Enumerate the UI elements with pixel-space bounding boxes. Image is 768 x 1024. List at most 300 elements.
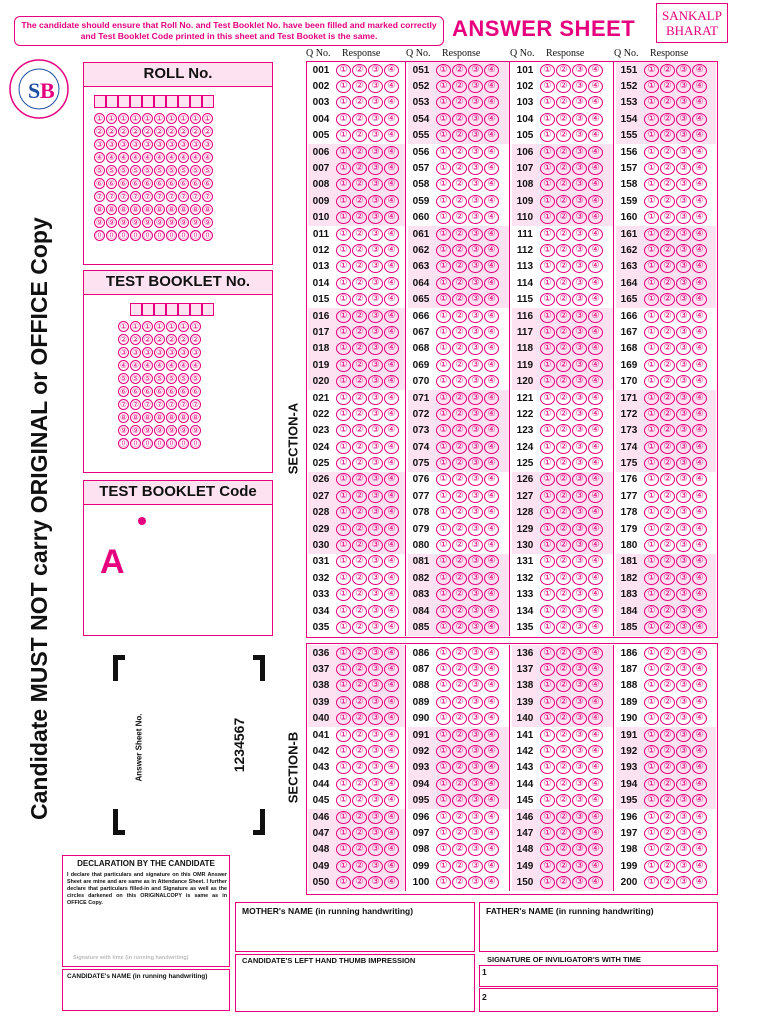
- option-bubble[interactable]: ④: [384, 745, 399, 758]
- option-bubble[interactable]: ③: [468, 80, 483, 93]
- option-bubble[interactable]: ④: [484, 178, 499, 191]
- digit-bubble[interactable]: ③: [203, 140, 212, 149]
- option-bubble[interactable]: ④: [692, 113, 707, 126]
- option-bubble[interactable]: ④: [484, 375, 499, 388]
- option-bubble[interactable]: ③: [468, 375, 483, 388]
- option-bubble[interactable]: ③: [468, 113, 483, 126]
- option-bubble[interactable]: ③: [468, 96, 483, 109]
- option-bubble[interactable]: ②: [660, 392, 675, 405]
- option-bubble[interactable]: ③: [572, 860, 587, 873]
- digit-bubble[interactable]: ⑦: [191, 192, 200, 201]
- digit-bubble[interactable]: ⑦: [107, 192, 116, 201]
- option-bubble[interactable]: ③: [368, 342, 383, 355]
- option-bubble[interactable]: ④: [692, 244, 707, 257]
- option-bubble[interactable]: ④: [692, 277, 707, 290]
- digit-bubble[interactable]: ⑦: [95, 192, 104, 201]
- option-bubble[interactable]: ③: [676, 761, 691, 774]
- option-bubble[interactable]: ④: [384, 605, 399, 618]
- option-bubble[interactable]: ④: [588, 260, 603, 273]
- option-bubble[interactable]: ④: [692, 80, 707, 93]
- option-bubble[interactable]: ③: [572, 778, 587, 791]
- option-bubble[interactable]: ①: [336, 827, 351, 840]
- option-bubble[interactable]: ①: [436, 293, 451, 306]
- option-bubble[interactable]: ②: [452, 663, 467, 676]
- digit-bubble[interactable]: ①: [167, 322, 176, 331]
- option-bubble[interactable]: ②: [352, 539, 367, 552]
- option-bubble[interactable]: ①: [336, 228, 351, 241]
- option-bubble[interactable]: ①: [644, 178, 659, 191]
- option-bubble[interactable]: ③: [572, 761, 587, 774]
- digit-bubble[interactable]: ②: [119, 127, 128, 136]
- option-bubble[interactable]: ④: [484, 860, 499, 873]
- option-bubble[interactable]: ②: [352, 490, 367, 503]
- option-bubble[interactable]: ①: [336, 811, 351, 824]
- digit-bubble[interactable]: ⑦: [167, 192, 176, 201]
- digit-bubble[interactable]: ①: [95, 114, 104, 123]
- option-bubble[interactable]: ②: [660, 113, 675, 126]
- option-bubble[interactable]: ③: [572, 113, 587, 126]
- option-bubble[interactable]: ①: [644, 96, 659, 109]
- digit-bubble[interactable]: ⑤: [119, 374, 128, 383]
- digit-bubble[interactable]: ⑨: [107, 218, 116, 227]
- option-bubble[interactable]: ①: [540, 539, 555, 552]
- option-bubble[interactable]: ①: [540, 375, 555, 388]
- option-bubble[interactable]: ④: [484, 473, 499, 486]
- option-bubble[interactable]: ③: [368, 539, 383, 552]
- option-bubble[interactable]: ④: [692, 293, 707, 306]
- option-bubble[interactable]: ④: [692, 178, 707, 191]
- option-bubble[interactable]: ②: [660, 778, 675, 791]
- option-bubble[interactable]: ②: [660, 310, 675, 323]
- option-bubble[interactable]: ①: [436, 745, 451, 758]
- option-bubble[interactable]: ②: [556, 441, 571, 454]
- option-bubble[interactable]: ③: [468, 860, 483, 873]
- digit-entry-cell[interactable]: [178, 95, 190, 108]
- digit-bubble[interactable]: ①: [119, 114, 128, 123]
- option-bubble[interactable]: ③: [368, 572, 383, 585]
- digit-bubble[interactable]: ②: [179, 335, 188, 344]
- digit-bubble[interactable]: ⓪: [203, 231, 212, 240]
- option-bubble[interactable]: ②: [556, 506, 571, 519]
- option-bubble[interactable]: ①: [644, 647, 659, 660]
- option-bubble[interactable]: ④: [384, 277, 399, 290]
- option-bubble[interactable]: ④: [384, 572, 399, 585]
- option-bubble[interactable]: ②: [556, 392, 571, 405]
- digit-bubble[interactable]: ⑧: [143, 205, 152, 214]
- option-bubble[interactable]: ①: [644, 64, 659, 77]
- digit-bubble[interactable]: ①: [179, 114, 188, 123]
- option-bubble[interactable]: ④: [588, 745, 603, 758]
- option-bubble[interactable]: ③: [468, 359, 483, 372]
- option-bubble[interactable]: ②: [556, 876, 571, 889]
- option-bubble[interactable]: ③: [676, 146, 691, 159]
- option-bubble[interactable]: ③: [572, 64, 587, 77]
- option-bubble[interactable]: ②: [660, 663, 675, 676]
- option-bubble[interactable]: ②: [556, 326, 571, 339]
- digit-bubble[interactable]: ②: [95, 127, 104, 136]
- option-bubble[interactable]: ③: [676, 408, 691, 421]
- option-bubble[interactable]: ③: [572, 129, 587, 142]
- option-bubble[interactable]: ①: [540, 228, 555, 241]
- option-bubble[interactable]: ④: [384, 843, 399, 856]
- digit-bubble[interactable]: ④: [107, 153, 116, 162]
- digit-entry-cell[interactable]: [202, 95, 214, 108]
- option-bubble[interactable]: ③: [572, 696, 587, 709]
- digit-entry-cell[interactable]: [154, 95, 166, 108]
- option-bubble[interactable]: ①: [436, 794, 451, 807]
- option-bubble[interactable]: ①: [336, 506, 351, 519]
- option-bubble[interactable]: ②: [352, 310, 367, 323]
- option-bubble[interactable]: ①: [540, 80, 555, 93]
- option-bubble[interactable]: ①: [436, 860, 451, 873]
- option-bubble[interactable]: ③: [572, 712, 587, 725]
- option-bubble[interactable]: ④: [588, 178, 603, 191]
- option-bubble[interactable]: ④: [588, 408, 603, 421]
- option-bubble[interactable]: ③: [572, 326, 587, 339]
- option-bubble[interactable]: ④: [588, 113, 603, 126]
- option-bubble[interactable]: ②: [660, 761, 675, 774]
- option-bubble[interactable]: ②: [452, 392, 467, 405]
- option-bubble[interactable]: ②: [352, 457, 367, 470]
- option-bubble[interactable]: ③: [368, 457, 383, 470]
- option-bubble[interactable]: ②: [352, 424, 367, 437]
- option-bubble[interactable]: ④: [484, 745, 499, 758]
- digit-entry-cell[interactable]: [94, 95, 106, 108]
- option-bubble[interactable]: ①: [336, 195, 351, 208]
- option-bubble[interactable]: ③: [468, 457, 483, 470]
- option-bubble[interactable]: ②: [660, 424, 675, 437]
- option-bubble[interactable]: ③: [676, 195, 691, 208]
- digit-bubble[interactable]: ⑧: [191, 205, 200, 214]
- option-bubble[interactable]: ④: [692, 375, 707, 388]
- option-bubble[interactable]: ①: [336, 588, 351, 601]
- option-bubble[interactable]: ①: [644, 260, 659, 273]
- option-bubble[interactable]: ①: [336, 310, 351, 323]
- option-bubble[interactable]: ③: [676, 843, 691, 856]
- option-bubble[interactable]: ④: [384, 860, 399, 873]
- option-bubble[interactable]: ①: [540, 729, 555, 742]
- option-bubble[interactable]: ④: [484, 113, 499, 126]
- option-bubble[interactable]: ②: [556, 260, 571, 273]
- option-bubble[interactable]: ②: [660, 621, 675, 634]
- option-bubble[interactable]: ④: [484, 605, 499, 618]
- option-bubble[interactable]: ②: [452, 745, 467, 758]
- option-bubble[interactable]: ①: [436, 424, 451, 437]
- digit-entry-cell[interactable]: [190, 303, 202, 316]
- digit-entry-cell[interactable]: [106, 95, 118, 108]
- digit-bubble[interactable]: ⓪: [131, 439, 140, 448]
- option-bubble[interactable]: ③: [572, 310, 587, 323]
- option-bubble[interactable]: ③: [676, 457, 691, 470]
- option-bubble[interactable]: ④: [588, 80, 603, 93]
- option-bubble[interactable]: ②: [660, 64, 675, 77]
- option-bubble[interactable]: ④: [692, 712, 707, 725]
- option-bubble[interactable]: ①: [644, 843, 659, 856]
- digit-bubble[interactable]: ⑦: [179, 400, 188, 409]
- option-bubble[interactable]: ③: [468, 794, 483, 807]
- option-bubble[interactable]: ①: [436, 260, 451, 273]
- option-bubble[interactable]: ②: [660, 696, 675, 709]
- option-bubble[interactable]: ①: [436, 162, 451, 175]
- option-bubble[interactable]: ③: [676, 113, 691, 126]
- option-bubble[interactable]: ①: [540, 310, 555, 323]
- option-bubble[interactable]: ④: [384, 64, 399, 77]
- option-bubble[interactable]: ③: [468, 178, 483, 191]
- option-bubble[interactable]: ③: [468, 827, 483, 840]
- option-bubble[interactable]: ③: [676, 228, 691, 241]
- option-bubble[interactable]: ③: [368, 794, 383, 807]
- option-bubble[interactable]: ②: [352, 293, 367, 306]
- digit-bubble[interactable]: ③: [107, 140, 116, 149]
- digit-bubble[interactable]: ⑧: [131, 205, 140, 214]
- option-bubble[interactable]: ①: [436, 310, 451, 323]
- option-bubble[interactable]: ④: [384, 778, 399, 791]
- option-bubble[interactable]: ②: [556, 162, 571, 175]
- option-bubble[interactable]: ④: [384, 811, 399, 824]
- option-bubble[interactable]: ①: [644, 679, 659, 692]
- option-bubble[interactable]: ③: [368, 113, 383, 126]
- option-bubble[interactable]: ③: [468, 621, 483, 634]
- option-bubble[interactable]: ③: [676, 260, 691, 273]
- option-bubble[interactable]: ①: [436, 647, 451, 660]
- option-bubble[interactable]: ③: [676, 811, 691, 824]
- option-bubble[interactable]: ③: [676, 712, 691, 725]
- option-bubble[interactable]: ①: [436, 523, 451, 536]
- option-bubble[interactable]: ④: [588, 860, 603, 873]
- option-bubble[interactable]: ④: [692, 663, 707, 676]
- option-bubble[interactable]: ③: [468, 745, 483, 758]
- option-bubble[interactable]: ①: [540, 712, 555, 725]
- option-bubble[interactable]: ①: [436, 375, 451, 388]
- option-bubble[interactable]: ③: [468, 211, 483, 224]
- option-bubble[interactable]: ④: [384, 310, 399, 323]
- option-bubble[interactable]: ④: [484, 539, 499, 552]
- option-bubble[interactable]: ②: [660, 457, 675, 470]
- option-bubble[interactable]: ④: [484, 843, 499, 856]
- option-bubble[interactable]: ②: [452, 228, 467, 241]
- digit-bubble[interactable]: ⑦: [203, 192, 212, 201]
- option-bubble[interactable]: ④: [384, 523, 399, 536]
- option-bubble[interactable]: ②: [352, 64, 367, 77]
- option-bubble[interactable]: ④: [588, 293, 603, 306]
- option-bubble[interactable]: ①: [540, 244, 555, 257]
- digit-bubble[interactable]: ⑤: [155, 374, 164, 383]
- option-bubble[interactable]: ③: [468, 490, 483, 503]
- option-bubble[interactable]: ①: [644, 310, 659, 323]
- option-bubble[interactable]: ②: [452, 326, 467, 339]
- option-bubble[interactable]: ②: [452, 539, 467, 552]
- option-bubble[interactable]: ③: [676, 827, 691, 840]
- option-bubble[interactable]: ②: [352, 679, 367, 692]
- option-bubble[interactable]: ①: [336, 679, 351, 692]
- option-bubble[interactable]: ①: [336, 211, 351, 224]
- option-bubble[interactable]: ①: [436, 228, 451, 241]
- digit-bubble[interactable]: ②: [131, 335, 140, 344]
- digit-bubble[interactable]: ⑧: [179, 205, 188, 214]
- option-bubble[interactable]: ③: [676, 162, 691, 175]
- option-bubble[interactable]: ②: [556, 293, 571, 306]
- option-bubble[interactable]: ①: [644, 129, 659, 142]
- digit-bubble[interactable]: ⑥: [143, 179, 152, 188]
- digit-bubble[interactable]: ⑧: [119, 413, 128, 422]
- digit-bubble[interactable]: ⑦: [191, 400, 200, 409]
- option-bubble[interactable]: ①: [436, 211, 451, 224]
- option-bubble[interactable]: ④: [484, 80, 499, 93]
- option-bubble[interactable]: ④: [384, 228, 399, 241]
- option-bubble[interactable]: ③: [676, 96, 691, 109]
- digit-bubble[interactable]: ⑦: [119, 192, 128, 201]
- option-bubble[interactable]: ①: [436, 490, 451, 503]
- option-bubble[interactable]: ①: [336, 539, 351, 552]
- option-bubble[interactable]: ②: [452, 375, 467, 388]
- digit-bubble[interactable]: ①: [119, 322, 128, 331]
- option-bubble[interactable]: ①: [336, 326, 351, 339]
- option-bubble[interactable]: ③: [676, 696, 691, 709]
- option-bubble[interactable]: ③: [368, 260, 383, 273]
- option-bubble[interactable]: ③: [368, 555, 383, 568]
- option-bubble[interactable]: ②: [352, 778, 367, 791]
- option-bubble[interactable]: ②: [556, 647, 571, 660]
- option-bubble[interactable]: ④: [484, 572, 499, 585]
- digit-bubble[interactable]: ③: [191, 140, 200, 149]
- option-bubble[interactable]: ③: [468, 712, 483, 725]
- option-bubble[interactable]: ④: [484, 64, 499, 77]
- option-bubble[interactable]: ④: [692, 408, 707, 421]
- option-bubble[interactable]: ③: [572, 794, 587, 807]
- digit-bubble[interactable]: ③: [179, 348, 188, 357]
- option-bubble[interactable]: ④: [484, 761, 499, 774]
- option-bubble[interactable]: ①: [336, 113, 351, 126]
- digit-bubble[interactable]: ①: [143, 114, 152, 123]
- option-bubble[interactable]: ③: [368, 277, 383, 290]
- option-bubble[interactable]: ②: [660, 605, 675, 618]
- digit-bubble[interactable]: ⑥: [119, 179, 128, 188]
- digit-bubble[interactable]: ⑨: [191, 426, 200, 435]
- option-bubble[interactable]: ②: [556, 572, 571, 585]
- option-bubble[interactable]: ③: [676, 359, 691, 372]
- option-bubble[interactable]: ③: [368, 96, 383, 109]
- option-bubble[interactable]: ③: [572, 228, 587, 241]
- option-bubble[interactable]: ③: [572, 162, 587, 175]
- option-bubble[interactable]: ②: [660, 260, 675, 273]
- option-bubble[interactable]: ①: [436, 621, 451, 634]
- digit-bubble[interactable]: ⑤: [95, 166, 104, 175]
- digit-bubble[interactable]: ②: [191, 335, 200, 344]
- option-bubble[interactable]: ①: [540, 162, 555, 175]
- option-bubble[interactable]: ①: [336, 96, 351, 109]
- digit-bubble[interactable]: ⑨: [119, 426, 128, 435]
- option-bubble[interactable]: ①: [540, 794, 555, 807]
- option-bubble[interactable]: ③: [368, 424, 383, 437]
- option-bubble[interactable]: ①: [436, 712, 451, 725]
- option-bubble[interactable]: ③: [676, 441, 691, 454]
- option-bubble[interactable]: ①: [540, 523, 555, 536]
- digit-bubble[interactable]: ⑤: [143, 374, 152, 383]
- option-bubble[interactable]: ②: [660, 129, 675, 142]
- option-bubble[interactable]: ③: [368, 228, 383, 241]
- option-bubble[interactable]: ②: [556, 679, 571, 692]
- option-bubble[interactable]: ④: [384, 424, 399, 437]
- option-bubble[interactable]: ④: [484, 457, 499, 470]
- option-bubble[interactable]: ②: [556, 490, 571, 503]
- option-bubble[interactable]: ③: [572, 195, 587, 208]
- option-bubble[interactable]: ③: [572, 506, 587, 519]
- option-bubble[interactable]: ①: [436, 588, 451, 601]
- digit-bubble[interactable]: ②: [131, 127, 140, 136]
- option-bubble[interactable]: ③: [572, 827, 587, 840]
- option-bubble[interactable]: ①: [644, 539, 659, 552]
- option-bubble[interactable]: ①: [336, 293, 351, 306]
- option-bubble[interactable]: ④: [384, 178, 399, 191]
- option-bubble[interactable]: ③: [572, 811, 587, 824]
- option-bubble[interactable]: ①: [644, 811, 659, 824]
- option-bubble[interactable]: ③: [368, 647, 383, 660]
- option-bubble[interactable]: ④: [484, 129, 499, 142]
- digit-bubble[interactable]: ⑧: [131, 413, 140, 422]
- option-bubble[interactable]: ③: [468, 277, 483, 290]
- option-bubble[interactable]: ④: [484, 506, 499, 519]
- option-bubble[interactable]: ②: [660, 80, 675, 93]
- option-bubble[interactable]: ②: [352, 745, 367, 758]
- digit-bubble[interactable]: ⓪: [119, 231, 128, 240]
- option-bubble[interactable]: ②: [556, 860, 571, 873]
- digit-entry-cell[interactable]: [178, 303, 190, 316]
- option-bubble[interactable]: ④: [484, 663, 499, 676]
- digit-bubble[interactable]: ⑤: [131, 166, 140, 175]
- option-bubble[interactable]: ①: [436, 605, 451, 618]
- option-bubble[interactable]: ①: [540, 342, 555, 355]
- option-bubble[interactable]: ②: [660, 860, 675, 873]
- option-bubble[interactable]: ①: [336, 490, 351, 503]
- option-bubble[interactable]: ②: [660, 555, 675, 568]
- digit-bubble[interactable]: ③: [191, 348, 200, 357]
- option-bubble[interactable]: ②: [352, 843, 367, 856]
- option-bubble[interactable]: ①: [336, 457, 351, 470]
- digit-bubble[interactable]: ⑨: [203, 218, 212, 227]
- option-bubble[interactable]: ④: [588, 96, 603, 109]
- option-bubble[interactable]: ①: [336, 663, 351, 676]
- digit-bubble[interactable]: ⑨: [179, 218, 188, 227]
- option-bubble[interactable]: ①: [540, 359, 555, 372]
- digit-entry-cell[interactable]: [118, 95, 130, 108]
- option-bubble[interactable]: ①: [436, 473, 451, 486]
- option-bubble[interactable]: ①: [336, 260, 351, 273]
- option-bubble[interactable]: ③: [572, 679, 587, 692]
- option-bubble[interactable]: ③: [468, 244, 483, 257]
- option-bubble[interactable]: ②: [556, 277, 571, 290]
- option-bubble[interactable]: ①: [336, 473, 351, 486]
- option-bubble[interactable]: ④: [484, 277, 499, 290]
- digit-bubble[interactable]: ⑨: [143, 218, 152, 227]
- option-bubble[interactable]: ②: [352, 473, 367, 486]
- option-bubble[interactable]: ②: [556, 811, 571, 824]
- option-bubble[interactable]: ②: [660, 523, 675, 536]
- option-bubble[interactable]: ①: [540, 96, 555, 109]
- option-bubble[interactable]: ③: [572, 359, 587, 372]
- option-bubble[interactable]: ②: [452, 359, 467, 372]
- option-bubble[interactable]: ①: [436, 696, 451, 709]
- invigilator-line-2[interactable]: [479, 988, 718, 1012]
- option-bubble[interactable]: ①: [436, 146, 451, 159]
- option-bubble[interactable]: ③: [572, 457, 587, 470]
- option-bubble[interactable]: ④: [692, 523, 707, 536]
- option-bubble[interactable]: ②: [556, 729, 571, 742]
- option-bubble[interactable]: ③: [468, 408, 483, 421]
- option-bubble[interactable]: ②: [556, 424, 571, 437]
- option-bubble[interactable]: ③: [368, 211, 383, 224]
- option-bubble[interactable]: ①: [644, 860, 659, 873]
- option-bubble[interactable]: ①: [540, 113, 555, 126]
